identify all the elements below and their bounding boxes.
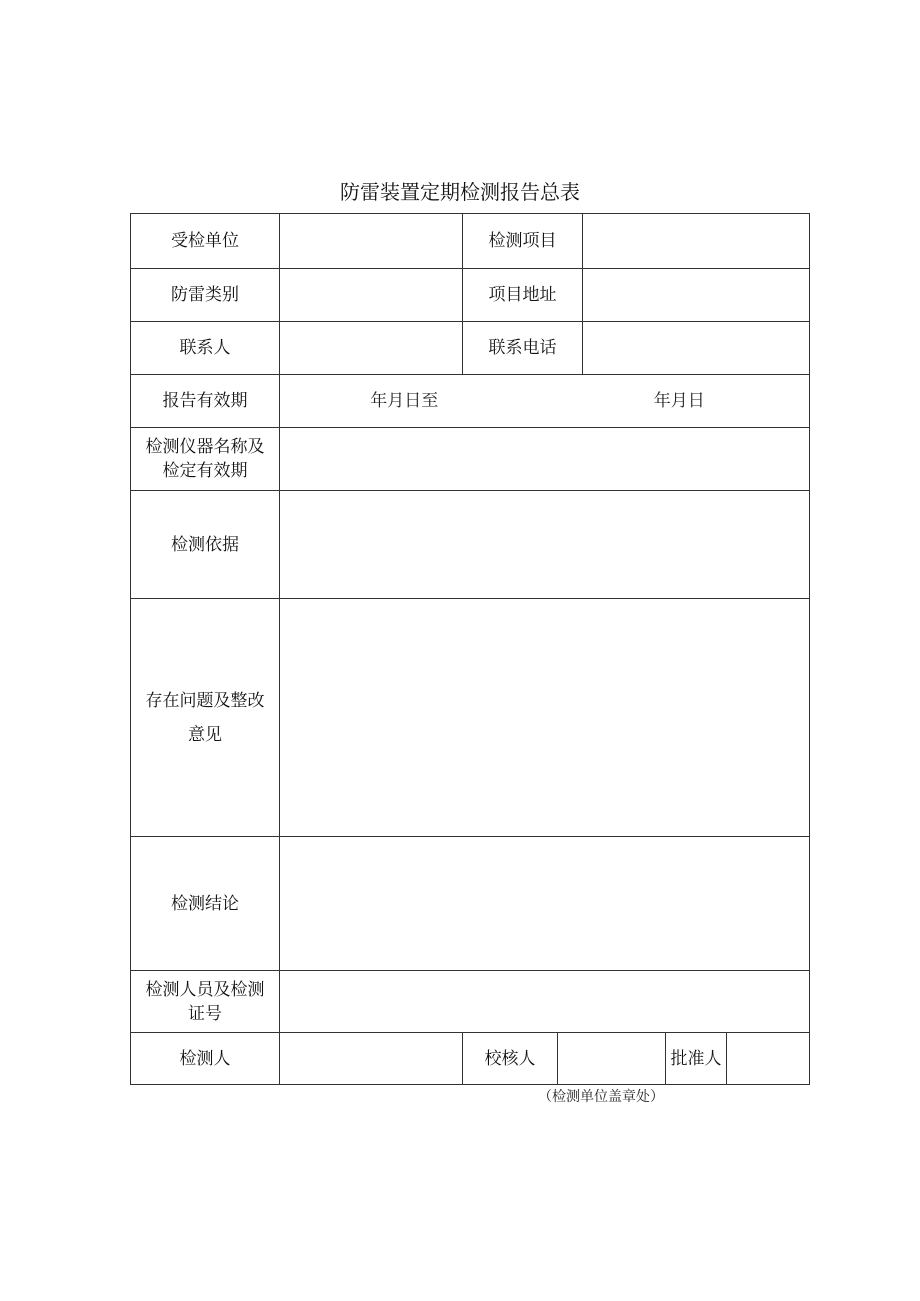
- project-address-field[interactable]: [583, 269, 810, 322]
- protection-class-field[interactable]: [280, 269, 463, 322]
- contact-person-field[interactable]: [280, 322, 463, 375]
- stamp-note: （检测单位盖章处）: [538, 1089, 664, 1105]
- approver-field[interactable]: [727, 1033, 810, 1085]
- table-row: [131, 599, 810, 837]
- inspector-label: 检测人: [131, 1033, 280, 1085]
- personnel-label: [131, 971, 280, 1033]
- basis-label: 检测依据: [131, 491, 280, 599]
- approver-label: 批准人: [666, 1033, 727, 1085]
- issues-label-line1: 存在问题及整改: [145, 690, 265, 711]
- issues-field[interactable]: [280, 599, 810, 837]
- instrument-field[interactable]: [280, 428, 810, 491]
- conclusion-label: 检测结论: [131, 837, 280, 971]
- table-row: [131, 837, 810, 971]
- table-row: [131, 971, 810, 1033]
- inspection-item-field[interactable]: [583, 214, 810, 269]
- contact-phone-field[interactable]: [583, 322, 810, 375]
- reviewer-label: 校核人: [463, 1033, 558, 1085]
- basis-field[interactable]: [280, 491, 810, 599]
- conclusion-field[interactable]: [280, 837, 810, 971]
- personnel-field[interactable]: [280, 971, 810, 1033]
- project-address-label: 项目地址: [463, 269, 583, 322]
- table-row: [131, 491, 810, 599]
- table-row: [131, 214, 810, 269]
- personnel-label-line1: 检测人员及检测: [145, 979, 265, 1000]
- issues-label-line2: 意见: [188, 724, 222, 745]
- contact-phone-label: 联系电话: [463, 322, 583, 375]
- table-row: [131, 1033, 810, 1085]
- table-row: [131, 428, 810, 491]
- validity-to: 年月日: [653, 391, 705, 411]
- instrument-label-line2: 检定有效期: [162, 461, 248, 481]
- report-validity-field[interactable]: [280, 375, 810, 428]
- inspector-field[interactable]: [280, 1033, 463, 1085]
- instrument-label-line1: 检测仪器名称及: [145, 437, 265, 457]
- inspected-unit-field[interactable]: [280, 214, 463, 269]
- instrument-label: [131, 428, 280, 491]
- page-title: 防雷装置定期检测报告总表: [340, 180, 580, 204]
- inspection-item-label: 检测项目: [463, 214, 583, 269]
- inspected-unit-label: 受检单位: [131, 214, 280, 269]
- validity-from: 年月日至: [370, 391, 439, 411]
- contact-person-label: 联系人: [131, 322, 280, 375]
- table-row: [131, 322, 810, 375]
- table-row: [131, 375, 810, 428]
- report-validity-label: 报告有效期: [131, 375, 280, 428]
- protection-class-label: 防雷类别: [131, 269, 280, 322]
- report-summary-table: [130, 213, 810, 1085]
- issues-label: [131, 599, 280, 837]
- personnel-label-line2: 证号: [188, 1003, 222, 1024]
- reviewer-field[interactable]: [558, 1033, 666, 1085]
- table-row: [131, 269, 810, 322]
